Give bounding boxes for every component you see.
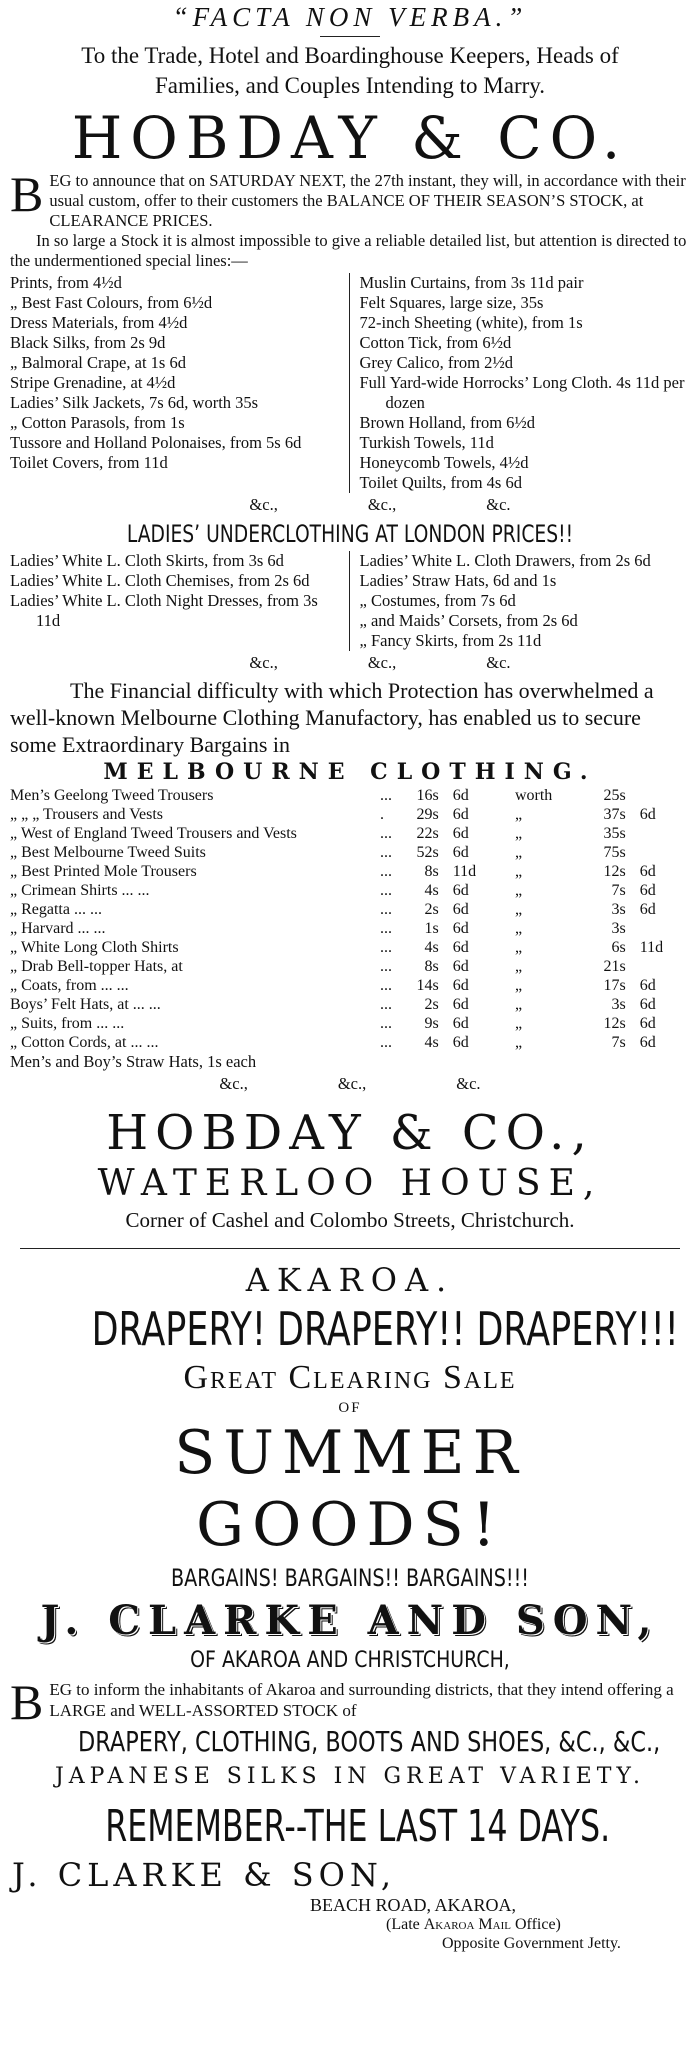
cell-item: „ „ „ Trousers and Vests bbox=[10, 806, 164, 823]
table-row bbox=[10, 1033, 690, 1052]
waterloo-house: WATERLOO HOUSE, bbox=[97, 1163, 603, 1204]
cell-worth-label: „ bbox=[514, 1034, 523, 1051]
cell-price-pence: 6d bbox=[452, 977, 469, 994]
cell-worth-shillings: 17s bbox=[603, 977, 626, 994]
cell-worth-label: „ bbox=[514, 806, 523, 823]
cell-worth-shillings: 6s bbox=[611, 939, 626, 956]
table-row bbox=[10, 843, 690, 862]
cell-price-shillings: 4s bbox=[424, 1034, 439, 1051]
list-item: 72-inch Sheeting (white), from 1s bbox=[359, 313, 583, 332]
special-lines bbox=[10, 273, 690, 493]
table-row bbox=[10, 805, 690, 824]
cell-item: Boys’ Felt Hats, at ... ... bbox=[10, 996, 161, 1013]
late-office-line bbox=[10, 1915, 690, 1934]
cell-worth-label: „ bbox=[514, 901, 523, 918]
akaroa-heading: AKAROA. bbox=[245, 1261, 455, 1299]
table-row bbox=[10, 976, 690, 995]
cell-worth-pence: 11d bbox=[639, 939, 664, 956]
list-item: Stripe Grenadine, at 4½d bbox=[10, 373, 176, 392]
etc-3: &c. bbox=[456, 1074, 481, 1093]
special-lines-left bbox=[10, 273, 350, 493]
beach-road-address: BEACH ROAD, AKAROA, bbox=[310, 1895, 517, 1915]
underclothing-lines bbox=[10, 551, 690, 651]
cell-worth-pence: 6d bbox=[639, 806, 656, 823]
bargains-heading: BARGAINS! BARGAINS!! BARGAINS!!! bbox=[170, 1564, 530, 1592]
cell-price-shillings: 8s bbox=[424, 958, 439, 975]
drop-cap: B bbox=[10, 1674, 44, 1730]
cell-worth-shillings: 25s bbox=[603, 787, 626, 804]
cell-dots: ... bbox=[380, 1015, 392, 1032]
clarke-decorative-title: J. CLARKE AND SON, bbox=[40, 1597, 660, 1644]
cell-price-shillings: 4s bbox=[424, 939, 439, 956]
cell-dots: ... bbox=[380, 901, 392, 918]
cell-price-shillings: 16s bbox=[416, 787, 439, 804]
etc-2: &c., bbox=[367, 495, 397, 514]
etc-line bbox=[70, 495, 690, 515]
table-row bbox=[10, 957, 690, 976]
cell-price-pence: 6d bbox=[452, 882, 469, 899]
table-row bbox=[10, 1014, 690, 1033]
remember-line: REMEMBER--THE LAST 14 DAYS. bbox=[105, 1801, 611, 1852]
cell-item: „ Drab Bell-topper Hats, at bbox=[10, 958, 183, 975]
table-row bbox=[10, 900, 690, 919]
cell-item: „ West of England Tweed Trousers and Vests bbox=[10, 825, 297, 842]
list-item: Prints, from 4½d bbox=[10, 273, 122, 292]
cell-worth-pence: 6d bbox=[639, 901, 656, 918]
list-item: Ladies’ White L. Cloth Night Dresses, from 3s 11d bbox=[10, 591, 318, 630]
cell-worth-pence bbox=[626, 786, 690, 805]
etc-1: &c., bbox=[219, 1074, 248, 1093]
announcement-text: EG to announce that on SATURDAY NEXT, the 27th instant, they will, in accordance with their usual custom, offer to their customers the BALANCE OF THEIR SEASON’S STOCK, at CLEARANCE PRICES. bbox=[49, 171, 686, 230]
cell-price-pence: 6d bbox=[452, 1034, 469, 1051]
list-item: Honeycomb Towels, 4½d bbox=[359, 453, 529, 472]
list-item: Toilet Quilts, from 4s 6d bbox=[359, 473, 522, 492]
remember-wrap bbox=[10, 1799, 690, 1855]
motto: “FACTA NON VERBA.” bbox=[172, 2, 528, 32]
cell-worth-label: „ bbox=[514, 939, 523, 956]
list-item: „ Cotton Parasols, from 1s bbox=[10, 413, 185, 432]
of-akaroa-wrap bbox=[10, 1647, 690, 1675]
cell-worth-shillings: 7s bbox=[611, 882, 626, 899]
cell-worth-pence: 6d bbox=[639, 977, 656, 994]
drop-cap: B bbox=[10, 166, 44, 222]
cell-price-shillings: 8s bbox=[424, 863, 439, 880]
list-item: „ Best Fast Colours, from 6½d bbox=[10, 293, 213, 312]
list-item: Brown Holland, from 6½d bbox=[359, 413, 536, 432]
drapery-wrap bbox=[10, 1301, 690, 1357]
corner-address: Corner of Cashel and Colombo Streets, Christchurch. bbox=[125, 1208, 575, 1232]
announcement-text-2: In so large a Stock it is almost impossible to give a reliable detailed list, but attention is directed to the undermentioned special lines:— bbox=[10, 231, 687, 270]
table-row bbox=[10, 862, 690, 881]
cell-item: „ Suits, from ... ... bbox=[10, 1015, 125, 1032]
underclothing-left bbox=[10, 551, 350, 651]
cell-price-pence: 6d bbox=[452, 939, 469, 956]
cell-worth-shillings: 3s bbox=[611, 920, 626, 937]
intro-line-2: Families, and Couples Intending to Marry. bbox=[154, 73, 546, 98]
cell-dots: ... bbox=[380, 882, 392, 899]
list-item: Turkish Towels, 11d bbox=[359, 433, 494, 452]
cell-dots: . bbox=[380, 806, 384, 823]
cell-price-pence: 6d bbox=[452, 901, 469, 918]
cell-worth-shillings: 37s bbox=[603, 806, 626, 823]
list-item: Black Silks, from 2s 9d bbox=[10, 333, 166, 352]
cell-worth-pence: 6d bbox=[639, 863, 656, 880]
underclothing-heading: LADIES’ UNDERCLOTHING AT LONDON PRICES!! bbox=[126, 520, 574, 548]
clearing-sale-heading: Great Clearing Sale bbox=[183, 1359, 517, 1396]
list-item: „ Costumes, from 7s 6d bbox=[359, 591, 516, 610]
cell-worth-shillings: 3s bbox=[611, 996, 626, 1013]
cell-price-pence: 6d bbox=[452, 996, 469, 1013]
cell-worth-pence bbox=[626, 843, 690, 862]
cell-worth-shillings: 3s bbox=[611, 901, 626, 918]
special-lines-right bbox=[350, 273, 691, 493]
cell-worth-pence: 6d bbox=[639, 882, 656, 899]
clarke-plain-title: J. CLARKE & SON, bbox=[12, 1856, 396, 1894]
underclothing-right bbox=[350, 551, 691, 651]
table-row bbox=[10, 938, 690, 957]
cell-price-shillings: 2s bbox=[424, 901, 439, 918]
section-divider bbox=[20, 1248, 680, 1249]
cell-price-shillings: 2s bbox=[424, 996, 439, 1013]
list-item: Felt Squares, large size, 35s bbox=[359, 293, 544, 312]
cell-worth-pence: 6d bbox=[639, 996, 656, 1013]
table-row bbox=[10, 881, 690, 900]
cell-item: „ Best Printed Mole Trousers bbox=[10, 863, 197, 880]
cell-worth-pence bbox=[626, 824, 690, 843]
of-akaroa-line: OF AKAROA AND CHRISTCHURCH, bbox=[190, 1648, 510, 1673]
financial-paragraph: The Financial difficulty with which Protection has overwhelmed a well-known Melbourne Clothing Manufactory, has enabled us to secure some Extraordinary Bargains in bbox=[10, 678, 654, 757]
cell-worth-label: „ bbox=[514, 863, 523, 880]
cell-item: Men’s Geelong Tweed Trousers bbox=[10, 787, 214, 804]
of-word: OF bbox=[338, 1400, 362, 1416]
cell-item: „ White Long Cloth Shirts bbox=[10, 939, 179, 956]
bargains-wrap bbox=[10, 1561, 690, 1595]
cell-item: „ Best Melbourne Tweed Suits bbox=[10, 844, 206, 861]
cell-price-pence: 6d bbox=[452, 787, 469, 804]
cell-dots: ... bbox=[380, 787, 392, 804]
etc-1: &c., bbox=[249, 653, 278, 672]
etc-2: &c., bbox=[367, 653, 397, 672]
clothing-price-table bbox=[10, 786, 690, 1052]
drapery-heading: DRAPERY! DRAPERY!! DRAPERY!!! bbox=[91, 1302, 679, 1356]
cell-item: „ Regatta ... ... bbox=[10, 901, 102, 918]
cell-worth-pence bbox=[626, 919, 690, 938]
straw-hats-line: Men’s and Boy’s Straw Hats, 1s each bbox=[10, 1052, 257, 1071]
advertisement-page bbox=[0, 2, 700, 2067]
summer-goods-heading: SUMMER GOODS! bbox=[174, 1418, 526, 1560]
late-office-name: Akaroa Mail bbox=[423, 1916, 511, 1933]
list-item: Cotton Tick, from 6½d bbox=[359, 333, 512, 352]
cell-price-shillings: 29s bbox=[416, 806, 439, 823]
cell-dots: ... bbox=[380, 863, 392, 880]
cell-price-pence: 6d bbox=[452, 806, 469, 823]
etc-line bbox=[10, 1074, 690, 1094]
cell-item: „ Crimean Shirts ... ... bbox=[10, 882, 150, 899]
footer-firm-title: HOBDAY & CO., bbox=[106, 1105, 594, 1161]
cell-dots: ... bbox=[380, 825, 392, 842]
cell-item: „ Coats, from ... ... bbox=[10, 977, 129, 994]
table-row bbox=[10, 824, 690, 843]
list-item: Tussore and Holland Polonaises, from 5s 6d bbox=[10, 433, 302, 452]
cell-price-shillings: 1s bbox=[424, 920, 439, 937]
inform-paragraph bbox=[10, 1674, 690, 1730]
japanese-silks-line: JAPANESE SILKS IN GREAT VARIETY. bbox=[54, 1764, 646, 1789]
cell-worth-shillings: 35s bbox=[603, 825, 626, 842]
etc-2: &c., bbox=[337, 1074, 367, 1093]
table-row bbox=[10, 995, 690, 1014]
table-row bbox=[10, 919, 690, 938]
cell-dots: ... bbox=[380, 977, 392, 994]
list-item: Grey Calico, from 2½d bbox=[359, 353, 514, 372]
etc-3: &c. bbox=[486, 495, 511, 514]
list-item: Full Yard-wide Horrocks’ Long Cloth. 4s 11d per dozen bbox=[359, 373, 685, 412]
cell-worth-pence: 6d bbox=[639, 1015, 656, 1032]
cell-worth-shillings: 12s bbox=[603, 863, 626, 880]
cell-worth-shillings: 75s bbox=[603, 844, 626, 861]
cell-price-shillings: 52s bbox=[416, 844, 439, 861]
cell-worth-label: „ bbox=[514, 977, 523, 994]
cell-item: „ Harvard ... ... bbox=[10, 920, 106, 937]
list-item: Dress Materials, from 4½d bbox=[10, 313, 188, 332]
list-item: „ Balmoral Crape, at 1s 6d bbox=[10, 353, 186, 372]
list-item: „ Fancy Skirts, from 2s 11d bbox=[359, 631, 542, 650]
drapery-clothing-wrap bbox=[10, 1723, 690, 1761]
cell-price-shillings: 4s bbox=[424, 882, 439, 899]
cell-worth-pence: 6d bbox=[639, 1034, 656, 1051]
list-item: Toilet Covers, from 11d bbox=[10, 453, 168, 472]
cell-worth-shillings: 21s bbox=[603, 958, 626, 975]
list-item: Ladies’ White L. Cloth Chemises, from 2s 6d bbox=[10, 571, 310, 590]
list-item: Ladies’ Straw Hats, 6d and 1s bbox=[359, 571, 557, 590]
cell-worth-label: „ bbox=[514, 825, 523, 842]
cell-price-shillings: 22s bbox=[416, 825, 439, 842]
cell-dots: ... bbox=[380, 844, 392, 861]
drapery-clothing-line: DRAPERY, CLOTHING, BOOTS AND SHOES, &C., &C., bbox=[78, 1725, 661, 1758]
list-item: „ and Maids’ Corsets, from 2s 6d bbox=[359, 611, 578, 630]
cell-worth-label: „ bbox=[514, 996, 523, 1013]
cell-price-pence: 6d bbox=[452, 825, 469, 842]
cell-price-shillings: 14s bbox=[416, 977, 439, 994]
cell-price-pence: 6d bbox=[452, 958, 469, 975]
cell-worth-shillings: 12s bbox=[603, 1015, 626, 1032]
cell-worth-label: „ bbox=[514, 920, 523, 937]
late-open: (Late bbox=[386, 1916, 424, 1933]
intro-line-1: To the Trade, Hotel and Boardinghouse Keepers, Heads of bbox=[81, 43, 619, 68]
cell-price-shillings: 9s bbox=[424, 1015, 439, 1032]
table-row bbox=[10, 786, 690, 805]
list-item: Ladies’ White L. Cloth Drawers, from 2s 6d bbox=[359, 551, 651, 570]
cell-price-pence: 6d bbox=[452, 1015, 469, 1032]
cell-worth-label: „ bbox=[514, 844, 523, 861]
cell-dots: ... bbox=[380, 958, 392, 975]
cell-worth-label: worth bbox=[514, 787, 553, 804]
cell-worth-shillings: 7s bbox=[611, 1034, 626, 1051]
inform-text: EG to inform the inhabitants of Akaroa and surrounding districts, that they intend offering a LARGE and WELL-ASSORTED STOCK of bbox=[49, 1680, 674, 1720]
opposite-jetty-line: Opposite Government Jetty. bbox=[442, 1935, 621, 1952]
cell-price-pence: 6d bbox=[452, 920, 469, 937]
cell-dots: ... bbox=[380, 939, 392, 956]
cell-worth-label: „ bbox=[514, 958, 523, 975]
list-item: Ladies’ Silk Jackets, 7s 6d, worth 35s bbox=[10, 393, 259, 412]
list-item: Muslin Curtains, from 3s 11d pair bbox=[359, 273, 584, 292]
cell-item: „ Cotton Cords, at ... ... bbox=[10, 1034, 159, 1051]
etc-1: &c., bbox=[249, 495, 278, 514]
short-rule bbox=[320, 36, 380, 37]
cell-price-pence: 6d bbox=[452, 844, 469, 861]
cell-worth-pence bbox=[626, 957, 690, 976]
cell-worth-label: „ bbox=[514, 1015, 523, 1032]
melbourne-clothing-heading: MELBOURNE CLOTHING. bbox=[103, 759, 597, 785]
etc-line bbox=[70, 653, 690, 673]
announcement bbox=[10, 166, 690, 231]
etc-3: &c. bbox=[486, 653, 511, 672]
list-item: Ladies’ White L. Cloth Skirts, from 3s 6d bbox=[10, 551, 284, 570]
cell-dots: ... bbox=[380, 920, 392, 937]
cell-price-pence: 11d bbox=[452, 863, 477, 880]
late-close: Office) bbox=[510, 1916, 561, 1933]
firm-title: HOBDAY & CO. bbox=[71, 104, 629, 172]
cell-dots: ... bbox=[380, 996, 392, 1013]
cell-worth-label: „ bbox=[514, 882, 523, 899]
cell-dots: ... bbox=[380, 1034, 392, 1051]
